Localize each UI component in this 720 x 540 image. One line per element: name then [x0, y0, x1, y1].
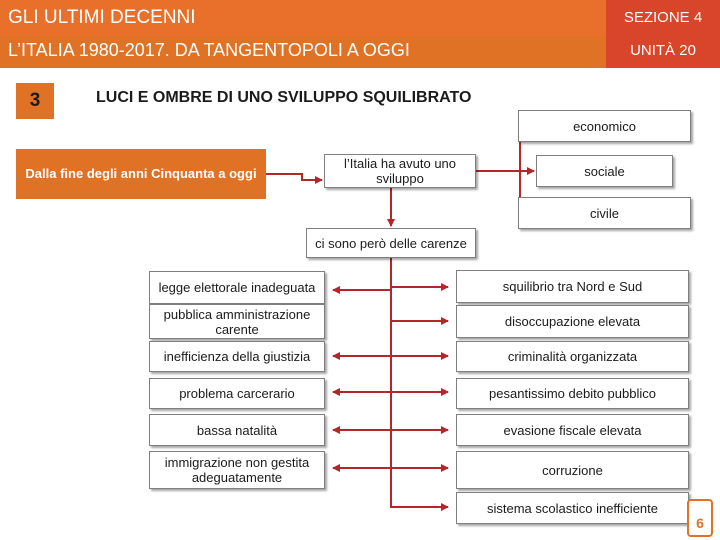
- left-item: legge elettorale inadeguata: [149, 271, 325, 304]
- chapter-title: GLI ULTIMI DECENNI: [8, 7, 196, 28]
- right-item: evasione fiscale elevata: [456, 414, 689, 446]
- right-item: disoccupazione elevata: [456, 305, 689, 338]
- development-economico: economico: [518, 110, 691, 142]
- right-item: corruzione: [456, 451, 689, 489]
- arrow-right-7: [391, 468, 448, 507]
- right-item: squilibrio tra Nord e Sud: [456, 270, 689, 303]
- left-item: problema carcerario: [149, 378, 325, 409]
- right-item: sistema scolastico inefficiente: [456, 492, 689, 524]
- unit-label: UNITÀ 20: [630, 42, 696, 59]
- section-label: SEZIONE 4: [623, 9, 703, 26]
- arrow-intro-center: [266, 174, 322, 180]
- right-item: criminalità organizzata: [456, 341, 689, 372]
- lesson-number-badge: 3: [16, 83, 54, 119]
- intro-box: Dalla fine degli anni Cinquanta a oggi: [16, 149, 266, 199]
- left-item: pubblica amministrazione carente: [149, 304, 325, 339]
- left-item: bassa natalità: [149, 414, 325, 446]
- left-item: inefficienza della giustizia: [149, 341, 325, 372]
- center-box: l’Italia ha avuto uno sviluppo: [324, 154, 476, 188]
- development-civile: civile: [518, 197, 691, 229]
- unit-title: L’ITALIA 1980-2017. DA TANGENTOPOLI A OGGI: [8, 40, 410, 60]
- page-number: 6: [687, 499, 713, 537]
- gaps-box: ci sono però delle carenze: [306, 228, 476, 258]
- left-item: immigrazione non gestita adeguatamente: [149, 451, 325, 489]
- right-item: pesantissimo debito pubblico: [456, 378, 689, 409]
- development-sociale: sociale: [536, 155, 673, 187]
- lesson-title: LUCI E OMBRE DI UNO SVILUPPO SQUILIBRATO: [96, 89, 472, 106]
